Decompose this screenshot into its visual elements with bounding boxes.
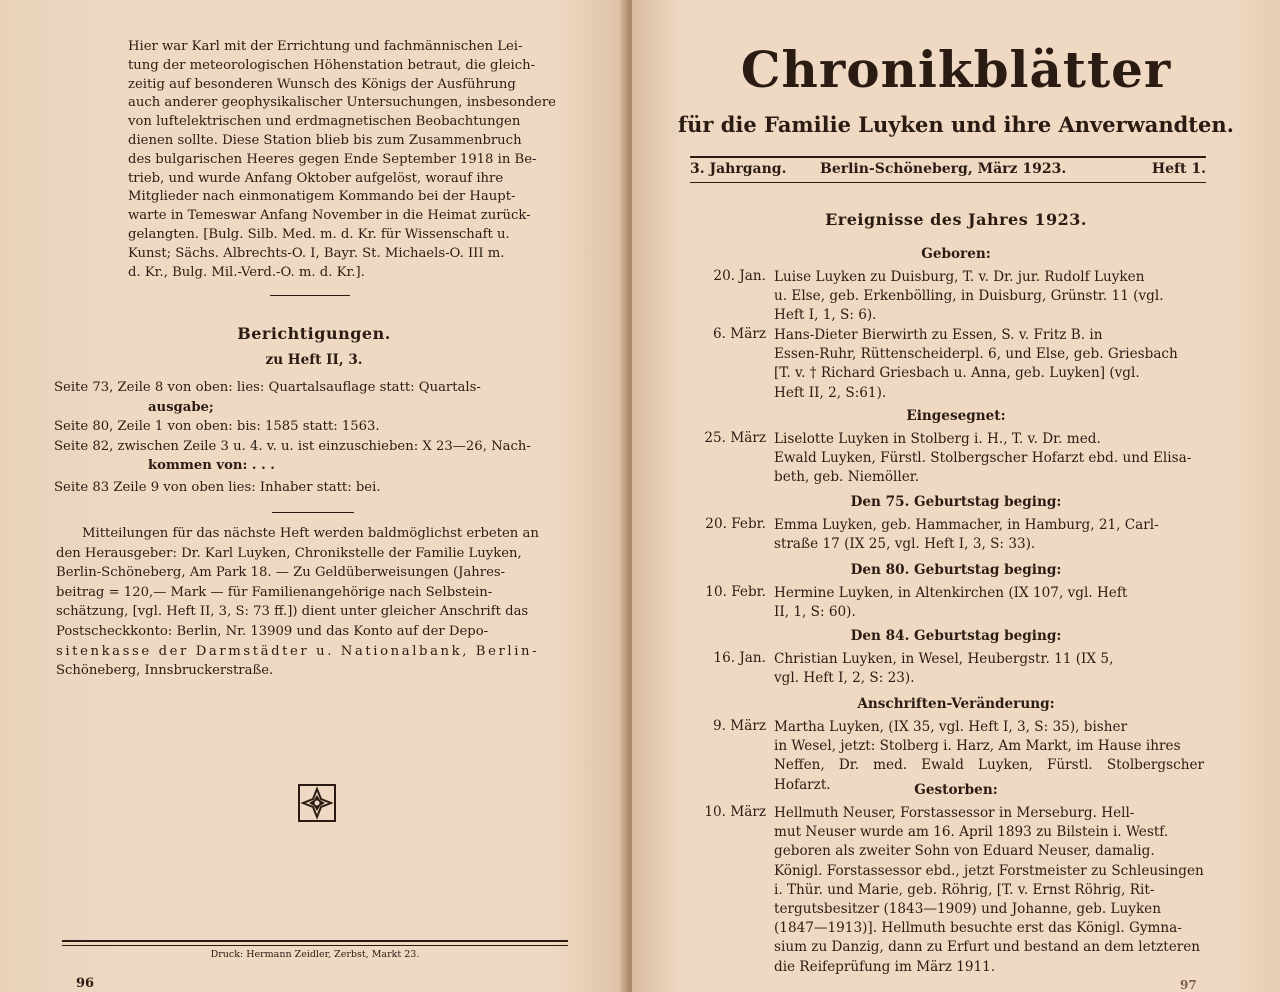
entry-line: Heft I, 1, S: 6). xyxy=(774,307,877,324)
page-number: 96 xyxy=(76,976,95,991)
entry-text xyxy=(774,430,1204,488)
entry-text xyxy=(774,516,1204,554)
right-page xyxy=(632,0,1280,992)
section-address-change: Anschriften-Veränderung: xyxy=(857,696,1055,712)
text-line: von luftelektrischen und erdmagnetischen Beobachtungen xyxy=(128,114,521,130)
entry-date: 20. Jan. xyxy=(713,268,766,284)
divider xyxy=(270,295,350,296)
entry-text xyxy=(774,326,1204,403)
text-line: des bulgarischen Heeres gegen Ende September 1918 in Be- xyxy=(128,151,537,167)
entry-date: 10. Febr. xyxy=(705,584,766,600)
entry-date: 20. Febr. xyxy=(705,516,766,532)
section-confirmed: Eingesegnet: xyxy=(906,408,1006,424)
section-died: Gestorben: xyxy=(914,782,998,798)
section-75th-birthday: Den 75. Geburtstag beging: xyxy=(850,494,1062,510)
text-line: den Herausgeber: Dr. Karl Luyken, Chronikstelle der Familie Luyken, xyxy=(56,545,522,561)
text-line: dienen sollte. Diese Station blieb bis zum Zusammenbruch xyxy=(128,132,522,148)
text-line: Postscheckkonto: Berlin, Nr. 13909 und das Konto auf der Depo- xyxy=(56,623,489,639)
entry-line: Hans-Dieter Bierwirth zu Essen, S. v. Fritz B. in xyxy=(774,327,1103,343)
entry-line: tergutsbesitzer (1843—1909) und Johanne, geb. Luyken xyxy=(774,901,1161,918)
text-line: tung der meteorologischen Höhenstation betraut, die gleich- xyxy=(128,57,536,73)
entry-line: Martha Luyken, (IX 35, vgl. Heft I, 3, S: 35), bisher xyxy=(774,719,1128,735)
entry-date: 10. März xyxy=(704,804,766,820)
correction-text-cont: ausgabe; xyxy=(148,399,214,415)
entry-line: vgl. Heft I, 2, S: 23). xyxy=(774,670,915,687)
issue-line xyxy=(690,156,1206,183)
entry-line: (1847—1913)]. Hellmuth besuchte erst das Königl. Gymna- xyxy=(774,920,1182,937)
entry-line: Luise Luyken zu Duisburg, T. v. Dr. jur. Rudolf Luyken xyxy=(774,269,1145,285)
entry-line: Liselotte Luyken in Stolberg i. H., T. v. Dr. med. xyxy=(774,431,1101,447)
entry-line: [T. v. † Richard Griesbach u. Anna, geb. Luyken] (vgl. xyxy=(774,365,1140,382)
entry-line: geboren als zweiter Sohn von Eduard Neuser, damalig. xyxy=(774,843,1155,860)
entry-line: u. Else, geb. Erkenbölling, in Duisburg, Grünstr. 11 (vgl. xyxy=(774,288,1164,305)
text-line: schätzung, [vgl. Heft II, 3, S: 73 ff.]) dient unter gleicher Anschrift das xyxy=(56,604,529,620)
footer-rule xyxy=(62,940,568,946)
section-born: Geboren: xyxy=(921,246,991,262)
text-line: auch anderer geophysikalischer Untersuchungen, insbesondere xyxy=(128,95,556,111)
ornament-icon xyxy=(298,784,336,822)
text-line: Mitteilungen für das nächste Heft werden baldmöglichst erbeten an xyxy=(82,526,539,541)
entry-line: mut Neuser wurde am 16. April 1893 zu Bilstein i. Westf. xyxy=(774,824,1169,841)
text-line: beitrag = 120,— Mark — für Familienangehörige nach Selbstein- xyxy=(56,584,493,600)
entry-line: Hermine Luyken, in Altenkirchen (IX 107, vgl. Heft xyxy=(774,585,1128,601)
entry-line: die Reifeprüfung im März 1911. xyxy=(774,958,996,975)
page-number: 97 xyxy=(1180,978,1197,992)
correction-item xyxy=(54,378,574,417)
entry-date: 9. März xyxy=(713,718,766,734)
text-line: gelangten. [Bulg. Silb. Med. m. d. Kr. für Wissenschaft u. xyxy=(128,226,510,242)
entry-line: Emma Luyken, geb. Hammacher, in Hamburg, 21, Carl- xyxy=(774,517,1159,533)
volume-label: 3. Jahrgang. xyxy=(690,161,787,177)
divider xyxy=(272,512,354,513)
entry-date: 16. Jan. xyxy=(713,650,766,666)
text-line: trieb, und wurde Anfang Oktober aufgelöst, worauf ihre xyxy=(128,170,504,186)
intro-paragraph xyxy=(128,38,566,282)
entry-line: II, 1, S: 60). xyxy=(774,604,856,621)
section-84th-birthday: Den 84. Geburtstag beging: xyxy=(850,628,1062,644)
text-line: Mitglieder nach einmonatigem Kommando bei der Haupt- xyxy=(128,189,516,205)
entry-line: Neffen, Dr. med. Ewald Luyken, Fürstl. Stolbergscher Hofarzt. xyxy=(774,757,1204,793)
correction-item xyxy=(54,417,574,437)
text-line: zeitig auf besonderen Wunsch des Königs der Ausführung xyxy=(128,76,516,92)
text-line: Schöneberg, Innsbruckerstraße. xyxy=(56,663,274,679)
text-line: sitenkasse der Darmstädter u. Nationalbank, Berlin- xyxy=(56,643,540,659)
entry-line: Christian Luyken, in Wesel, Heubergstr. 11 (IX 5, xyxy=(774,651,1114,667)
entry-line: in Wesel, jetzt: Stolberg i. Harz, Am Markt, im Hause ihres xyxy=(774,738,1181,755)
entry-text xyxy=(774,650,1204,688)
correction-item xyxy=(54,437,574,476)
correction-text: Seite 82, zwischen Zeile 3 u. 4. v. u. ist einzuschieben: X 23—26, Nach- xyxy=(54,438,531,454)
entry-date: 6. März xyxy=(713,326,766,342)
masthead-title: Chronikblätter xyxy=(740,40,1172,99)
entry-line: Heft II, 2, S:61). xyxy=(774,384,887,401)
correction-text-cont: kommen von: . . . xyxy=(148,458,275,473)
text-line: Hier war Karl mit der Errichtung und fachmännischen Lei- xyxy=(128,39,523,54)
masthead-subtitle: für die Familie Luyken und ihre Anverwandten. xyxy=(678,112,1234,137)
left-page xyxy=(0,0,628,992)
place-date: Berlin-Schöneberg, März 1923. xyxy=(820,161,1067,177)
entry-line: Ewald Luyken, Fürstl. Stolbergscher Hofarzt ebd. und Elisa- xyxy=(774,450,1192,467)
correction-text: Seite 80, Zeile 1 von oben: bis: 1585 statt: 1563. xyxy=(54,419,380,434)
printer-imprint: Druck: Hermann Zeidler, Zerbst, Markt 23. xyxy=(210,949,420,960)
entry-line: sium zu Danzig, dann zu Erfurt und bestand an dem letzteren xyxy=(774,939,1201,956)
entry-text xyxy=(774,584,1204,622)
entry-line: i. Thür. und Marie, geb. Röhrig, [T. v. Ernst Röhrig, Rit- xyxy=(774,881,1155,898)
text-line: Kunst; Sächs. Albrechts-O. I, Bayr. St. Michaels-O. III m. xyxy=(128,245,505,261)
entry-line: Essen-Ruhr, Rüttenscheiderpl. 6, und Else, geb. Griesbach xyxy=(774,346,1178,363)
entry-line: straße 17 (IX 25, vgl. Heft I, 3, S: 33). xyxy=(774,536,1036,553)
entry-text xyxy=(774,804,1204,977)
entry-line: Hellmuth Neuser, Forstassessor in Merseburg. Hell- xyxy=(774,805,1135,821)
corrections-list xyxy=(54,378,574,497)
corrections-title: Berichtigungen. xyxy=(237,324,391,343)
section-title: Ereignisse des Jahres 1923. xyxy=(825,210,1087,229)
entry-text xyxy=(774,268,1204,326)
corrections-subtitle: zu Heft II, 3. xyxy=(265,352,363,368)
notice-paragraph xyxy=(56,524,570,681)
entry-line: Königl. Forstassessor ebd., jetzt Forstmeister zu Schleusingen xyxy=(774,862,1204,879)
issue-label: Heft 1. xyxy=(1151,161,1206,177)
correction-text: Seite 83 Zeile 9 von oben lies: Inhaber statt: bei. xyxy=(54,479,381,495)
section-80th-birthday: Den 80. Geburtstag beging: xyxy=(850,562,1062,578)
entry-line: beth, geb. Niemöller. xyxy=(774,469,920,486)
text-line: d. Kr., Bulg. Mil.-Verd.-O. m. d. Kr.]. xyxy=(128,264,365,280)
text-line: Berlin-Schöneberg, Am Park 18. — Zu Geldüberweisungen (Jahres- xyxy=(56,565,506,581)
entry-date: 25. März xyxy=(704,430,766,446)
text-line: warte in Temeswar Anfang November in die Heimat zurück- xyxy=(128,208,531,224)
correction-item xyxy=(54,478,574,498)
correction-text: Seite 73, Zeile 8 von oben: lies: Quartalsauflage statt: Quartals- xyxy=(54,380,481,395)
